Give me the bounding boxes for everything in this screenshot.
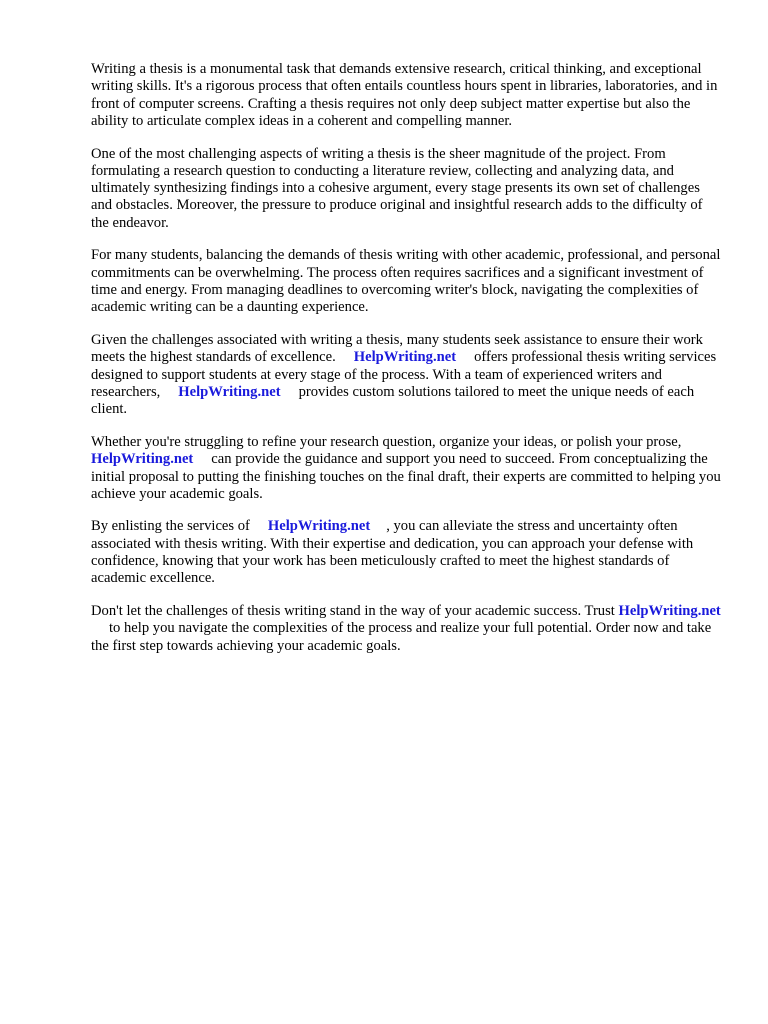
- paragraph-text: can provide the guidance and support you need to succeed. From conceptualizing the initial proposal to putting the finishing touches on the final draft, their experts are committed to helping you achieve your academic goals.: [91, 451, 721, 502]
- document-body: [91, 61, 723, 670]
- paragraph-text: By enlisting the services of: [91, 518, 250, 535]
- paragraph-text: provides custom solutions tailored to meet the unique needs of each client.: [91, 383, 695, 418]
- paragraph-text: Don't let the challenges of thesis writing stand in the way of your academic success. Trust: [91, 603, 615, 620]
- paragraph-text: , you can alleviate the stress and uncertainty often associated with thesis writing. With their expertise and dedication, you can approach your defense with confidence, knowing that your work has been meticulously crafted to meet the highest standards of academic excellence.: [91, 518, 694, 587]
- paragraph-text: Whether you're struggling to refine your research question, organize your ideas, or polish your prose,: [91, 433, 682, 450]
- paragraph-text: Given the challenges associated with writing a thesis, many students seek assistance to ensure their work meets the highest standards of excellence.: [91, 332, 703, 366]
- paragraph-challenges: One of the most challenging aspects of writing a thesis is the sheer magnitude of the project. From formulating a research question to conducting a literature review, collecting and analyzing data, and ultimately synthesizing findings into a cohesive argument, every stage presents its own set of challenges and obstacles. Moreover, the pressure to produce original and insightful research adds to the difficulty of the endeavor.: [91, 145, 703, 231]
- paragraph-intro: Writing a thesis is a monumental task that demands extensive research, critical thinking, and exceptional writing skills. It's a rigorous process that often entails countless hours spent in libraries, laboratories, and in front of computer screens. Crafting a thesis requires not only deep subject matter expertise but also the ability to articulate complex ideas in a coherent and compelling manner.: [91, 61, 718, 129]
- paragraph-text: to help you navigate the complexities of the process and realize your full potential. Order now and take the first step towards achieving your academic goals.: [91, 620, 712, 654]
- helpwriting-link[interactable]: HelpWriting.net: [178, 383, 281, 400]
- paragraph-services: [91, 518, 723, 587]
- paragraph-text: offers professional thesis writing services designed to support students at every stage of the process. With a team of experienced writers and researchers,: [91, 349, 717, 400]
- paragraph-assistance: [91, 332, 723, 418]
- helpwriting-link[interactable]: HelpWriting.net: [267, 518, 371, 535]
- helpwriting-link[interactable]: HelpWriting.net: [91, 451, 194, 468]
- helpwriting-link[interactable]: HelpWriting.net: [353, 349, 457, 366]
- helpwriting-link[interactable]: HelpWriting.net: [618, 603, 721, 620]
- paragraph-guidance: [91, 434, 723, 503]
- paragraph-balancing: For many students, balancing the demands of thesis writing with other academic, professional, and personal commitments can be overwhelming. The process often requires sacrifices and a significant investment of time and energy. From managing deadlines to overcoming writer's block, navigating the complexities of academic writing can be a daunting experience.: [91, 247, 721, 316]
- paragraph-call-to-action: [91, 603, 723, 655]
